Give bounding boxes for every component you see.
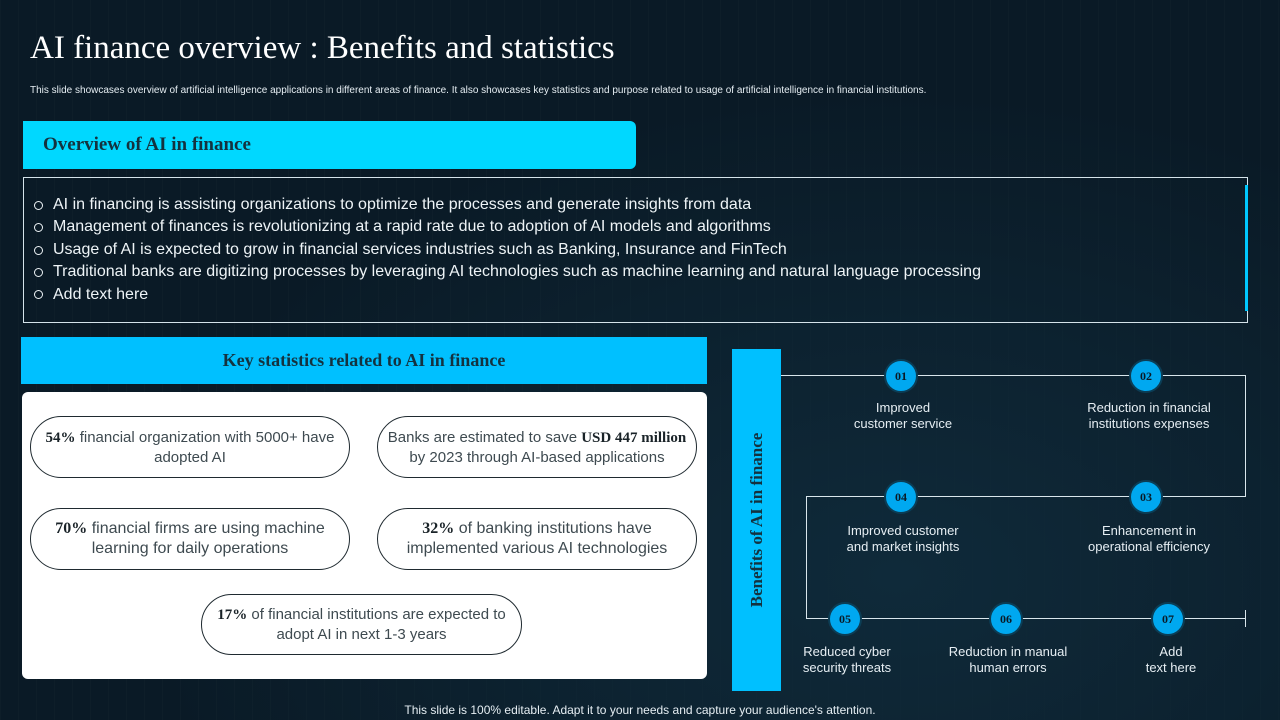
- benefits-heading: Benefits of AI in finance: [747, 432, 766, 608]
- page-subtitle: This slide showcases overview of artificial intelligence applications in different areas of finance. It also showcases key statistics and purpose related to usage of artificial intelligence in financial institutions.: [30, 85, 927, 96]
- overview-accent-bar: [1245, 185, 1248, 311]
- bullet-circle-icon: [34, 201, 43, 210]
- page-title: AI finance overview : Benefits and statistics: [30, 30, 615, 66]
- stat-pill: [377, 416, 697, 478]
- overview-bullet: [34, 284, 981, 306]
- overview-bullet-text: Usage of AI is expected to grow in financial services industries such as Banking, Insurance and FinTech: [53, 240, 787, 258]
- stat-value: 70%: [55, 520, 88, 537]
- stat-value: 54%: [45, 429, 76, 446]
- stat-pill: [30, 508, 350, 570]
- stat-pill: [377, 508, 697, 570]
- benefit-label: Reduced cyber security threats: [802, 644, 892, 675]
- stat-text: financial firms are using machine learning for daily operations: [87, 520, 325, 557]
- stat-text: Banks are estimated to save: [387, 428, 582, 446]
- bullet-circle-icon: [34, 223, 43, 232]
- benefit-label: Reduction in financial institutions expenses: [1087, 400, 1211, 431]
- stat-value: 32%: [422, 520, 455, 537]
- bullet-circle-icon: [34, 290, 43, 299]
- bullet-circle-icon: [34, 268, 43, 277]
- footer-note: This slide is 100% editable. Adapt it to your needs and capture your audience's attention.: [404, 703, 876, 717]
- stat-value: 17%: [217, 607, 248, 623]
- stat-text: financial organization with 5000+ have adopted AI: [75, 428, 335, 466]
- overview-heading-text: Overview of AI in finance: [43, 134, 251, 155]
- statistics-heading: [21, 337, 707, 384]
- overview-bullet: [34, 194, 981, 216]
- stat-text: of banking institutions have implemented various AI technologies: [406, 520, 668, 557]
- connector-line: [1245, 375, 1246, 497]
- connector-line: [1245, 610, 1246, 627]
- benefit-node: 05: [828, 602, 862, 636]
- overview-heading: [23, 121, 636, 169]
- benefit-node: 03: [1129, 480, 1163, 514]
- benefit-label: Reduction in manual human errors: [948, 644, 1068, 675]
- benefit-node: 02: [1129, 359, 1163, 393]
- benefit-node: 06: [989, 602, 1023, 636]
- benefit-label: Improved customer service: [853, 400, 953, 431]
- overview-bullet-list: [34, 194, 981, 306]
- overview-bullet-text: AI in financing is assisting organizations to optimize the processes and generate insights from data: [53, 196, 752, 213]
- stat-pill: [201, 594, 522, 655]
- overview-bullet-text: Management of finances is revolutionizing at a rapid rate due to adoption of AI models and algorithms: [53, 218, 771, 236]
- statistics-heading-text: Key statistics related to AI in finance: [222, 350, 506, 370]
- benefit-label: Enhancement in operational efficiency: [1088, 523, 1210, 554]
- stat-text: by 2023 through AI-based applications: [409, 448, 665, 466]
- overview-bullet-text: Add text here: [53, 285, 149, 303]
- overview-bullet-text: Traditional banks are digitizing processes by leveraging AI technologies such as machine learning and natural language processing: [53, 263, 981, 281]
- benefit-node: 04: [884, 480, 918, 514]
- statistics-panel: [22, 392, 707, 679]
- connector-line: [781, 375, 1246, 376]
- benefit-label: Add text here: [1145, 644, 1197, 675]
- stat-pill: [30, 416, 350, 478]
- connector-line: [806, 496, 807, 619]
- overview-bullet: [34, 239, 981, 261]
- stat-text: of financial institutions are expected to adopt AI in next 1-3 years: [247, 606, 506, 643]
- benefit-node: 01: [884, 359, 918, 393]
- stat-value: USD 447 million: [581, 429, 687, 446]
- benefit-label: Improved customer and market insights: [846, 523, 960, 554]
- benefit-node: 07: [1151, 602, 1185, 636]
- overview-bullet: [34, 216, 981, 238]
- overview-bullet: [34, 261, 981, 283]
- connector-line: [806, 496, 1246, 497]
- bullet-circle-icon: [34, 246, 43, 255]
